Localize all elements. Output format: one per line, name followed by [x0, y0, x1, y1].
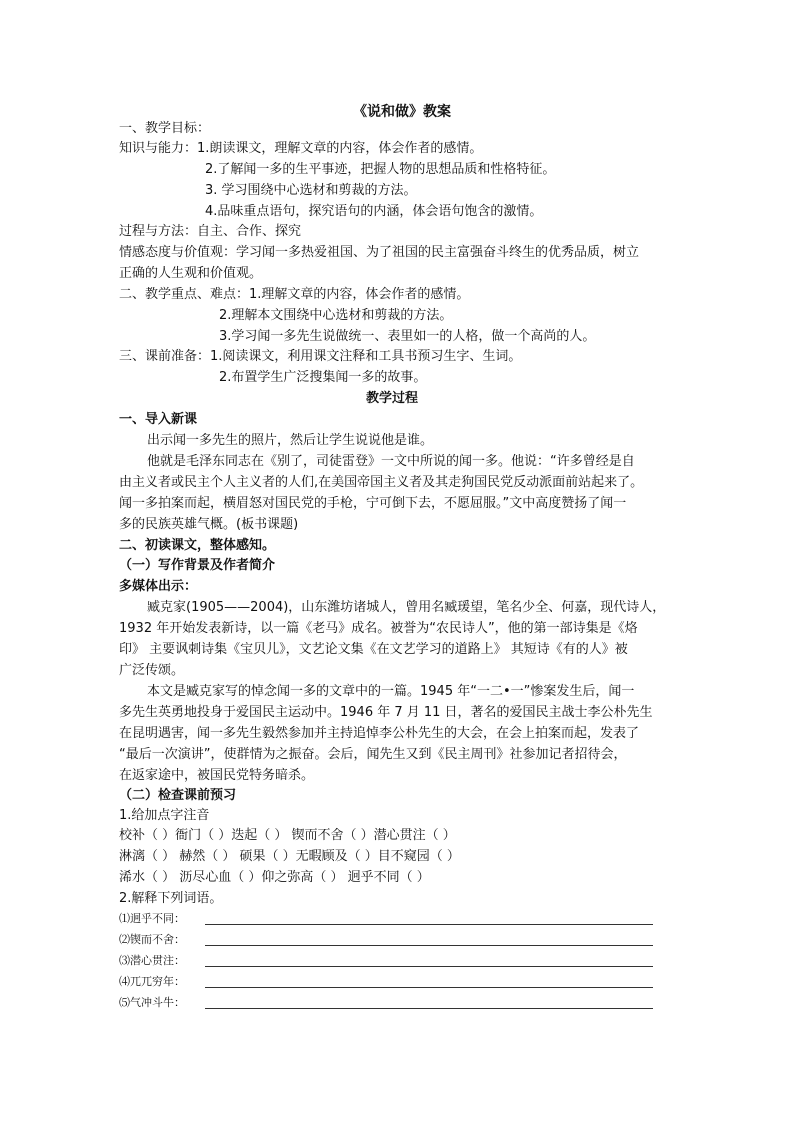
answer-line[interactable] [205, 924, 653, 925]
intro-heading: 一、导入新课 [119, 412, 198, 427]
background-paragraph-line-2: 多先生英勇地投身于爱国民主运动中。1946 年 7 月 11 日，著名的爱国民主战士李公朴先生 [119, 705, 653, 720]
multimedia-heading: 多媒体出示： [119, 579, 198, 594]
preparation-2: 2.布置学生广泛搜集闻一多的故事。 [219, 370, 427, 385]
vocab-row [119, 951, 659, 971]
background-paragraph-line-4: “最后一次演讲”，使群情为之振奋。会后，闻先生又到《民主周刊》社参加记者招待会， [119, 747, 627, 762]
answer-line[interactable] [205, 987, 653, 988]
intro-paragraph-line-5: 多的民族英雄气概。(板书课题) [119, 517, 299, 532]
author-paragraph-line-1: 臧克家(1905——2004)，山东潍坊诸城人，曾用名臧瑗望，笔名少全、何嘉，现代诗人， [147, 600, 666, 615]
background-heading: （一）写作背景及作者简介 [119, 558, 276, 573]
knowledge-goal-2: 2.了解闻一多的生平事迹，把握人物的思想品质和性格特征。 [205, 162, 556, 177]
vocab-label: ⑴迥乎不同： [119, 912, 185, 925]
background-paragraph-line-5: 在返家途中，被国民党特务暗杀。 [119, 768, 315, 783]
answer-line[interactable] [205, 966, 653, 967]
document-title: 《说和做》教案 [353, 104, 451, 120]
first-reading-heading: 二、初读课文，整体感知。 [119, 538, 276, 553]
preparation-1: 三、课前准备：1.阅读课文，利用课文注释和工具书预习生字、生词。 [119, 349, 522, 364]
background-paragraph-line-3: 在昆明遇害，闻一多先生毅然参加并主持追悼李公朴先生的大会，在会上拍案而起，发表了 [119, 726, 640, 741]
vocab-row [119, 909, 659, 929]
pinyin-row-3: 浠水（ ） 沥尽心血（ ）仰之弥高（ ） 迥乎不同（ ） [119, 870, 430, 885]
author-paragraph-line-3: 印》 主要讽刺诗集《宝贝儿》，文艺论文集《在文艺学习的道路上》 其短诗《有的人》被 [119, 642, 628, 657]
intro-paragraph-line-1: 出示闻一多先生的照片，然后让学生说说他是谁。 [147, 433, 434, 448]
pinyin-row-1: 校补（ ）衙门（ ）迭起（ ） 锲而不舍（ ）潜心贯注（ ） [119, 828, 456, 843]
emotion-goal-line-1: 情感态度与价值观：学习闻一多热爱祖国、为了祖国的民主富强奋斗终生的优秀品质，树立 [119, 245, 640, 260]
intro-paragraph-line-4: 闻一多拍案而起，横眉怒对国民党的手枪，宁可倒下去，不愿屈服。”文中高度赞扬了闻一 [119, 496, 627, 511]
question-2: 2.解释下列词语。 [119, 891, 223, 906]
emotion-goal-line-2: 正确的人生观和价值观。 [119, 266, 263, 281]
knowledge-goal-1: 知识与能力：1.朗读课文，理解文章的内容，体会作者的感情。 [119, 141, 483, 156]
preview-check-heading: （二）检查课前预习 [119, 788, 237, 803]
process-title: 教学过程 [366, 391, 419, 406]
vocab-row [119, 993, 659, 1013]
question-1: 1.给加点字注音 [119, 808, 210, 823]
author-paragraph-line-4: 广泛传颂。 [119, 663, 185, 678]
vocab-row [119, 972, 659, 992]
knowledge-goal-3: 3. 学习围绕中心选材和剪裁的方法。 [205, 183, 417, 198]
intro-paragraph-line-3: 由主义者或民主个人主义者的人们,在美国帝国主义者及其走狗国民党反动派面前站起来了。 [119, 475, 644, 490]
answer-line[interactable] [205, 945, 653, 946]
vocab-label: ⑷兀兀穷年： [119, 975, 185, 988]
answer-line[interactable] [205, 1008, 653, 1009]
key-points-1: 二、教学重点、难点：1.理解文章的内容，体会作者的感情。 [119, 287, 470, 302]
vocab-label: ⑵锲而不舍： [119, 933, 185, 946]
vocab-label: ⑶潜心贯注： [119, 954, 185, 967]
vocab-row [119, 930, 659, 950]
author-paragraph-line-2: 1932 年开始发表新诗，以一篇《老马》成名。被誉为“农民诗人”，他的第一部诗集是《烙 [119, 621, 638, 636]
key-points-2: 2.理解本文围绕中心选材和剪裁的方法。 [219, 308, 453, 323]
background-paragraph-line-1: 本文是臧克家写的悼念闻一多的文章中的一篇。1945 年“一二•一”惨案发生后，闻一 [147, 684, 635, 699]
pinyin-row-2: 淋漓（ ） 赫然（ ） 硕果（ ）无暇顾及（ ）目不窥园（ ） [119, 849, 460, 864]
intro-paragraph-line-2: 他就是毛泽东同志在《别了，司徒雷登》一文中所说的闻一多。他说：“许多曾经是自 [147, 454, 635, 469]
process-method: 过程与方法：自主、合作、探究 [119, 224, 302, 239]
vocab-label: ⑸气冲斗牛： [119, 996, 185, 1009]
key-points-3: 3.学习闻一多先生说做统一、表里如一的人格，做一个高尚的人。 [219, 329, 596, 344]
knowledge-goal-4: 4.品味重点语句，探究语句的内涵，体会语句饱含的激情。 [205, 204, 543, 219]
goals-heading: 一、教学目标： [119, 121, 211, 136]
